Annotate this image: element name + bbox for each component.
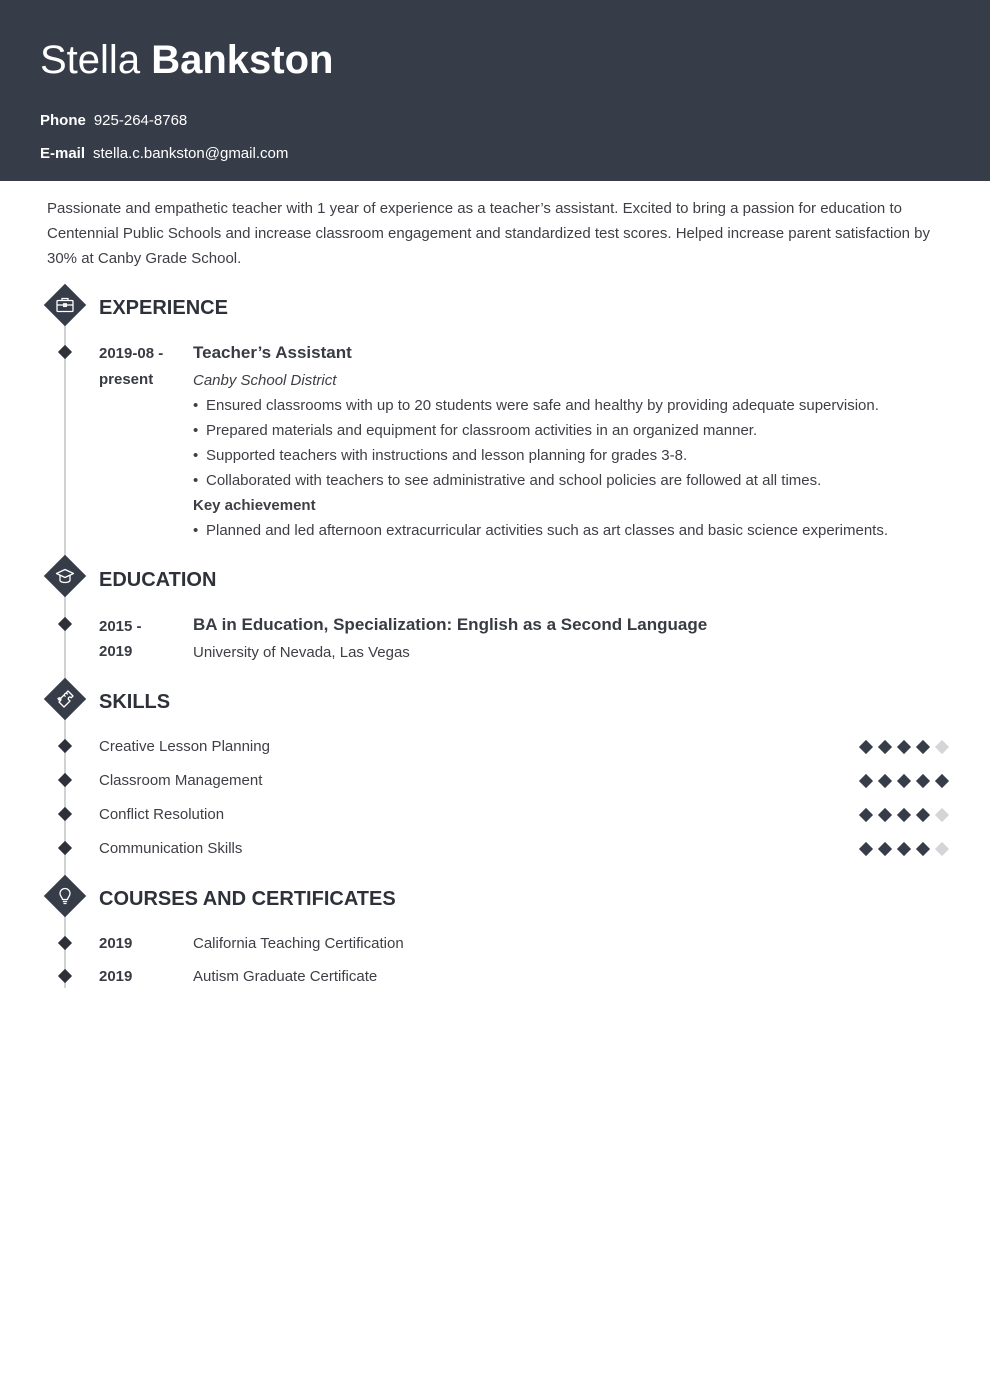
course-year: 2019 <box>99 968 133 985</box>
first-name: Stella <box>40 38 141 82</box>
skill-name: Communication Skills <box>99 840 243 857</box>
timeline-dot <box>58 841 72 855</box>
skill-name: Creative Lesson Planning <box>99 738 270 755</box>
experience-bullet: • Supported teachers with instructions and lesson planning for grades 3-8. <box>193 443 687 468</box>
section-title-education: EDUCATION <box>99 569 217 591</box>
course-year: 2019 <box>99 935 133 952</box>
timeline-dot <box>58 345 72 359</box>
last-name: Bankston <box>151 38 334 82</box>
timeline-dot <box>58 936 72 950</box>
skill-rating <box>858 774 953 788</box>
key-achievement-label: Key achievement <box>193 497 316 514</box>
experience-date-start: 2019-08 - <box>99 345 164 362</box>
timeline-dot <box>58 617 72 631</box>
skill-rating <box>858 808 953 822</box>
phone-label: Phone <box>40 112 86 129</box>
timeline-dot <box>58 739 72 753</box>
skill-name: Conflict Resolution <box>99 806 225 823</box>
school-name: University of Nevada, Las Vegas <box>193 644 410 661</box>
section-title-skills: SKILLS <box>99 691 171 713</box>
education-date-end: 2019 <box>99 643 133 660</box>
section-title-experience: EXPERIENCE <box>99 297 228 319</box>
degree: BA in Education, Specialization: English as a Second Language <box>193 615 708 634</box>
skill-rating <box>858 842 953 856</box>
resume-header <box>0 0 990 181</box>
briefcase-icon <box>44 284 86 326</box>
course-name: California Teaching Certification <box>193 935 404 952</box>
phone-value: 925-264-8768 <box>93 112 188 129</box>
section-title-courses: COURSES AND CERTIFICATES <box>99 888 396 910</box>
company-name: Canby School District <box>193 372 337 389</box>
timeline-dot <box>58 969 72 983</box>
key-achievement-bullet: • Planned and led afternoon extracurricular activities such as art classes and basic science experiments. <box>193 518 888 543</box>
email-value[interactable]: stella.c.bankston@gmail.com <box>93 145 289 162</box>
skill-rating <box>858 740 953 754</box>
timeline-dot <box>58 773 72 787</box>
timeline-dot <box>58 807 72 821</box>
summary: Passionate and empathetic teacher with 1 year of experience as a teacher’s assistant. Excited to bring a passion for education to Centennial Public Schools and increase classroom engagement and standardized test scores. Helped increase parent satisfaction by 30% at Canby Grade School. <box>47 200 931 267</box>
graduation-cap-icon <box>44 555 86 597</box>
experience-bullet: • Prepared materials and equipment for classroom activities in an organized manner. <box>193 418 757 443</box>
puzzle-icon <box>44 678 86 720</box>
skill-name: Classroom Management <box>99 772 263 789</box>
experience-bullet: • Ensured classrooms with up to 20 students were safe and healthy by providing adequate supervision. <box>193 393 879 418</box>
course-name: Autism Graduate Certificate <box>193 968 378 985</box>
email-row <box>40 145 288 163</box>
experience-bullet: • Collaborated with teachers to see administrative and school policies are followed at all times. <box>193 468 821 493</box>
email-label: E-mail <box>40 145 86 162</box>
education-date-start: 2015 - <box>99 618 142 635</box>
experience-date-end: present <box>99 371 154 388</box>
lightbulb-icon <box>44 875 86 917</box>
candidate-name <box>40 37 333 83</box>
phone-row <box>40 112 187 130</box>
job-title: Teacher’s Assistant <box>193 343 352 362</box>
